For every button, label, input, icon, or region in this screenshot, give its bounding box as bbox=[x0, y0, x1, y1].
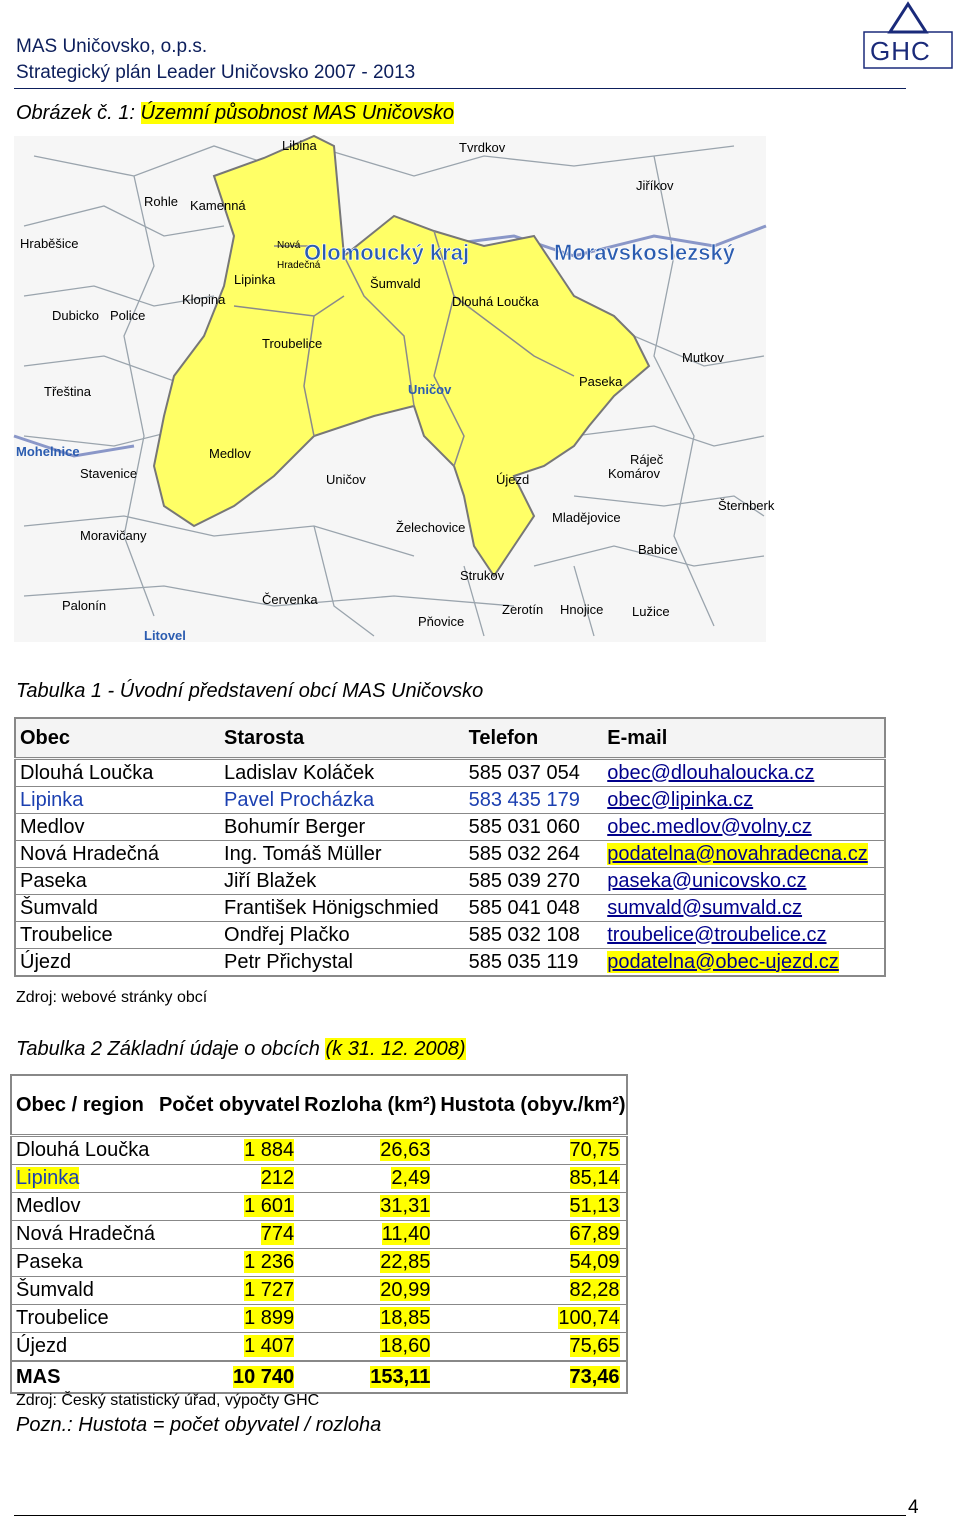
cell-obec: Troubelice bbox=[11, 1305, 155, 1333]
cell-total-obyvatel: 10 740 bbox=[232, 1365, 295, 1388]
cell-obyvatel: 1 727 bbox=[244, 1279, 295, 1301]
header-telefon: Telefon bbox=[465, 718, 604, 759]
cell-starosta: František Hönigschmied bbox=[220, 895, 465, 922]
header-pocet-obyvatel: Počet obyvatel bbox=[155, 1075, 300, 1136]
cell-rozloha: 22,85 bbox=[380, 1251, 431, 1273]
table2-note: Pozn.: Hustota = počet obyvatel / rozloha bbox=[16, 1414, 382, 1436]
cell-obec: Troubelice bbox=[15, 922, 220, 949]
table-total-row bbox=[11, 1361, 627, 1393]
svg-text:Lužice: Lužice bbox=[632, 604, 670, 619]
cell-starosta: Ing. Tomáš Müller bbox=[220, 841, 465, 868]
svg-text:Moravskoslezský: Moravskoslezský bbox=[554, 240, 735, 265]
cell-hustota: 67,89 bbox=[569, 1223, 620, 1245]
cell-hustota: 54,09 bbox=[569, 1251, 620, 1273]
cell-telefon: 585 039 270 bbox=[465, 868, 604, 895]
cell-rozloha: 2,49 bbox=[391, 1167, 431, 1189]
cell-obec: Paseka bbox=[11, 1249, 155, 1277]
email-link[interactable] bbox=[603, 949, 885, 977]
svg-text:Libina: Libina bbox=[282, 138, 317, 153]
cell-telefon: 583 435 179 bbox=[465, 787, 604, 814]
svg-text:Mutkov: Mutkov bbox=[682, 350, 724, 365]
svg-text:Troubelice: Troubelice bbox=[262, 336, 323, 351]
cell-obec: Lipinka bbox=[15, 787, 220, 814]
svg-text:Dubicko: Dubicko bbox=[52, 308, 99, 323]
table-row bbox=[11, 1165, 627, 1193]
header-document-title: Strategický plán Leader Uničovsko 2007 - 2013 bbox=[16, 62, 416, 83]
email-link[interactable] bbox=[603, 841, 885, 868]
cell-rozloha: 11,40 bbox=[381, 1223, 431, 1245]
svg-text:Klopina: Klopina bbox=[182, 292, 226, 307]
cell-rozloha: 18,60 bbox=[380, 1335, 431, 1357]
table-row bbox=[15, 922, 885, 949]
cell-obec: Dlouhá Loučka bbox=[11, 1136, 155, 1165]
cell-total-rozloha: 153,11 bbox=[370, 1365, 431, 1388]
table-row bbox=[11, 1333, 627, 1362]
table-row bbox=[15, 759, 885, 787]
svg-text:Červenka: Červenka bbox=[262, 592, 318, 607]
figure-caption-text: Územní působnost MAS Uničovsko bbox=[140, 102, 454, 124]
table2-source: Zdroj: Český statistický úřad, výpočty GHC bbox=[16, 1392, 320, 1409]
svg-text:Hraběšice: Hraběšice bbox=[20, 236, 79, 251]
svg-text:Strukov: Strukov bbox=[460, 568, 505, 583]
cell-hustota: 82,28 bbox=[569, 1279, 620, 1301]
email-link[interactable]: sumvald@sumvald.cz bbox=[603, 895, 885, 922]
svg-text:Mladějovice: Mladějovice bbox=[552, 510, 621, 525]
cell-rozloha: 26,63 bbox=[380, 1139, 431, 1161]
table-row bbox=[15, 895, 885, 922]
contacts-table bbox=[14, 717, 886, 977]
cell-obyvatel: 1 236 bbox=[244, 1251, 295, 1273]
cell-total-label: MAS bbox=[11, 1361, 155, 1393]
cell-obyvatel: 1 601 bbox=[244, 1195, 295, 1217]
svg-text:Olomoucký kraj: Olomoucký kraj bbox=[304, 240, 470, 265]
email-link[interactable]: obec@dlouhaloucka.cz bbox=[603, 759, 885, 787]
cell-starosta: Jiří Blažek bbox=[220, 868, 465, 895]
figure-caption-prefix: Obrázek č. 1: bbox=[16, 102, 135, 124]
email-link[interactable]: obec.medlov@volny.cz bbox=[603, 814, 885, 841]
cell-obec: Dlouhá Loučka bbox=[15, 759, 220, 787]
table-row bbox=[11, 1305, 627, 1333]
svg-text:Hradečná: Hradečná bbox=[277, 260, 321, 271]
cell-rozloha: 20,99 bbox=[380, 1279, 431, 1301]
svg-text:Dlouhá Loučka: Dlouhá Loučka bbox=[452, 294, 539, 309]
cell-starosta: Ladislav Koláček bbox=[220, 759, 465, 787]
cell-obyvatel: 212 bbox=[260, 1167, 295, 1189]
table-row bbox=[15, 814, 885, 841]
cell-obec: Paseka bbox=[15, 868, 220, 895]
table-header-row bbox=[11, 1075, 627, 1136]
svg-text:Pňovice: Pňovice bbox=[418, 614, 465, 629]
table-row bbox=[15, 841, 885, 868]
cell-hustota: 75,65 bbox=[569, 1335, 620, 1357]
logo-text: GHC bbox=[870, 36, 931, 66]
table-row bbox=[11, 1221, 627, 1249]
cell-rozloha: 31,31 bbox=[380, 1195, 431, 1217]
cell-obec: Újezd bbox=[15, 949, 220, 977]
svg-text:Palonín: Palonín bbox=[62, 598, 107, 613]
cell-obec: Medlov bbox=[11, 1193, 155, 1221]
svg-text:Mohelnice: Mohelnice bbox=[16, 444, 80, 459]
table1-source: Zdroj: webové stránky obcí bbox=[16, 989, 208, 1006]
cell-obyvatel: 1 884 bbox=[244, 1139, 295, 1161]
header-hustota: Hustota (obyv./km²) bbox=[436, 1075, 626, 1136]
cell-obyvatel: 1 899 bbox=[244, 1307, 295, 1329]
cell-starosta: Bohumír Berger bbox=[220, 814, 465, 841]
cell-obec: Nová Hradečná bbox=[11, 1221, 155, 1249]
territory-map bbox=[14, 136, 775, 643]
header-starosta: Starosta bbox=[220, 718, 465, 759]
cell-starosta: Pavel Procházka bbox=[220, 787, 465, 814]
header-email: E-mail bbox=[603, 718, 885, 759]
cell-telefon: 585 035 119 bbox=[465, 949, 604, 977]
cell-obec: Nová Hradečná bbox=[15, 841, 220, 868]
cell-hustota: 85,14 bbox=[569, 1167, 620, 1189]
table-row bbox=[11, 1249, 627, 1277]
table1-caption: Tabulka 1 - Úvodní představení obcí MAS Uničovsko bbox=[16, 680, 484, 702]
svg-text:Moravičany: Moravičany bbox=[80, 528, 147, 543]
figure-caption bbox=[16, 102, 454, 125]
svg-text:Litovel: Litovel bbox=[144, 628, 186, 643]
svg-text:Komárov: Komárov bbox=[608, 466, 661, 481]
cell-obyvatel: 1 407 bbox=[244, 1335, 295, 1357]
header-rozloha: Rozloha (km²) bbox=[300, 1075, 436, 1136]
svg-text:Želechovice: Želechovice bbox=[396, 520, 466, 535]
svg-text:Medlov: Medlov bbox=[209, 446, 251, 461]
cell-hustota: 100,74 bbox=[558, 1307, 620, 1329]
cell-obec: Šumvald bbox=[15, 895, 220, 922]
page-number: 4 bbox=[908, 1497, 919, 1518]
table-row bbox=[11, 1136, 627, 1165]
footer-divider bbox=[14, 1515, 906, 1516]
svg-text:Újezd: Újezd bbox=[496, 472, 530, 487]
cell-obec: Šumvald bbox=[11, 1277, 155, 1305]
svg-text:Police: Police bbox=[110, 308, 146, 323]
svg-text:Babice: Babice bbox=[638, 542, 678, 557]
cell-obyvatel: 774 bbox=[260, 1223, 295, 1245]
cell-telefon: 585 041 048 bbox=[465, 895, 604, 922]
email-text[interactable]: podatelna@obec-ujezd.cz bbox=[607, 950, 839, 973]
cell-telefon: 585 032 108 bbox=[465, 922, 604, 949]
cell-obec: Medlov bbox=[15, 814, 220, 841]
svg-text:Šternberk: Šternberk bbox=[718, 498, 775, 513]
header-obec-region: Obec / region bbox=[11, 1075, 155, 1136]
email-text[interactable]: podatelna@novahradecna.cz bbox=[607, 842, 868, 865]
svg-text:Hnojice: Hnojice bbox=[560, 602, 604, 617]
email-link[interactable]: troubelice@troubelice.cz bbox=[603, 922, 885, 949]
table-row bbox=[15, 949, 885, 977]
svg-text:Šumvald: Šumvald bbox=[370, 276, 421, 291]
table-row bbox=[15, 868, 885, 895]
svg-text:Uničov: Uničov bbox=[326, 472, 366, 487]
cell-hustota: 51,13 bbox=[569, 1195, 620, 1217]
table2-caption-date: (k 31. 12. 2008) bbox=[325, 1038, 466, 1060]
cell-telefon: 585 032 264 bbox=[465, 841, 604, 868]
svg-text:Jiříkov: Jiříkov bbox=[636, 178, 674, 193]
email-link[interactable]: paseka@unicovsko.cz bbox=[603, 868, 885, 895]
svg-text:Stavenice: Stavenice bbox=[80, 466, 138, 481]
svg-text:Rohle: Rohle bbox=[144, 194, 178, 209]
cell-obec: Újezd bbox=[11, 1333, 155, 1362]
cell-rozloha: 18,85 bbox=[380, 1307, 431, 1329]
table-row bbox=[11, 1277, 627, 1305]
svg-text:Kamenná: Kamenná bbox=[190, 198, 246, 213]
cell-total-hustota: 73,46 bbox=[569, 1365, 620, 1388]
email-link[interactable]: obec@lipinka.cz bbox=[603, 787, 885, 814]
svg-text:Ráječ: Ráječ bbox=[630, 452, 664, 467]
cell-telefon: 585 031 060 bbox=[465, 814, 604, 841]
statistics-table bbox=[10, 1074, 628, 1394]
cell-telefon: 585 037 054 bbox=[465, 759, 604, 787]
svg-text:Tvrdkov: Tvrdkov bbox=[459, 140, 506, 155]
header-organization: MAS Uničovsko, o.p.s. bbox=[16, 36, 208, 57]
svg-text:Zerotín: Zerotín bbox=[502, 602, 544, 617]
svg-text:Nová: Nová bbox=[277, 240, 301, 251]
table-row bbox=[15, 787, 885, 814]
table-header-row bbox=[15, 718, 885, 759]
svg-text:Třeština: Třeština bbox=[44, 384, 91, 399]
svg-text:Paseka: Paseka bbox=[579, 374, 623, 389]
table2-caption bbox=[16, 1038, 466, 1061]
svg-text:Lipinka: Lipinka bbox=[234, 272, 276, 287]
table2-caption-main: Tabulka 2 Základní údaje o obcích bbox=[16, 1038, 320, 1060]
table-row bbox=[11, 1193, 627, 1221]
header-divider bbox=[14, 88, 906, 89]
cell-obec: Lipinka bbox=[16, 1167, 80, 1189]
cell-starosta: Petr Přichystal bbox=[220, 949, 465, 977]
header-obec: Obec bbox=[15, 718, 220, 759]
svg-text:Uničov: Uničov bbox=[408, 382, 452, 397]
cell-hustota: 70,75 bbox=[569, 1139, 620, 1161]
cell-starosta: Ondřej Plačko bbox=[220, 922, 465, 949]
